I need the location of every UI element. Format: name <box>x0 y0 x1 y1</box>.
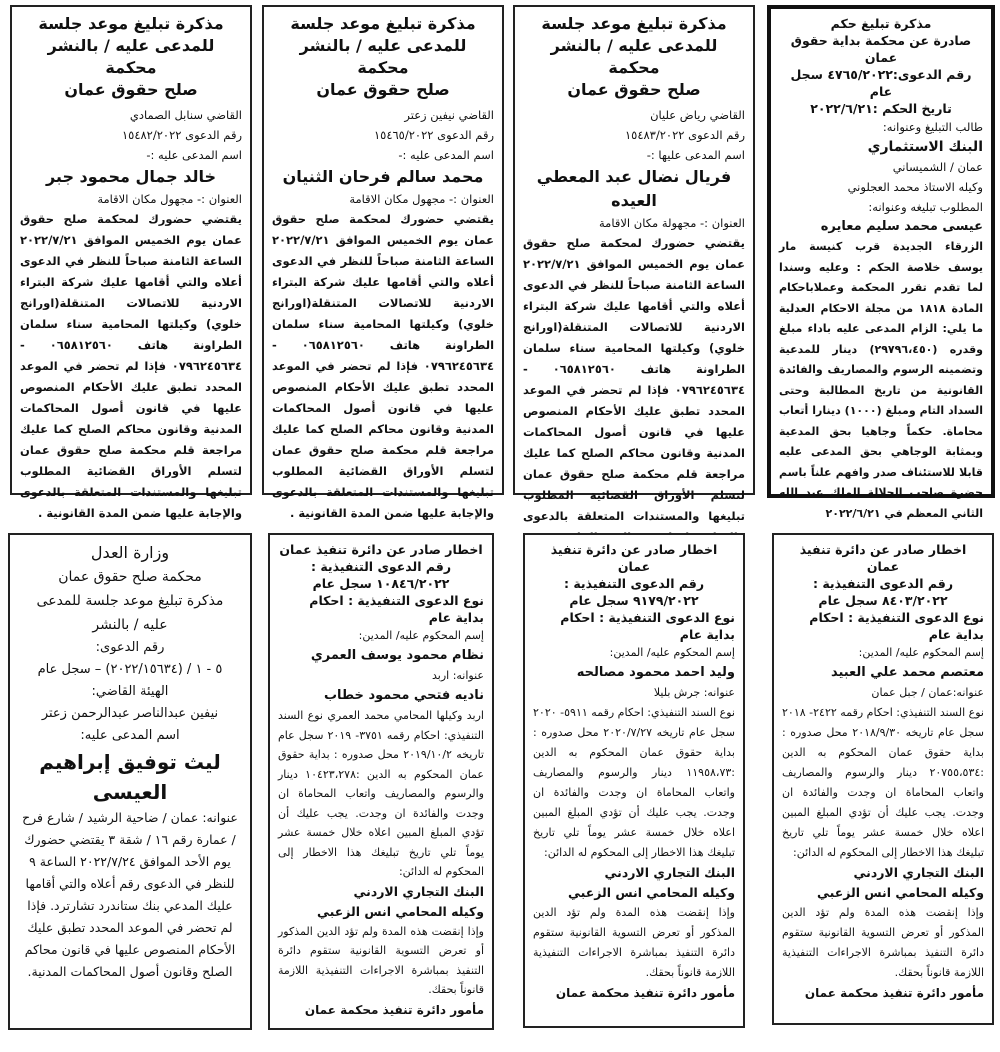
exec-1-address: عنوانه:عمان / جبل عمان <box>871 686 984 699</box>
execution-notice-3 <box>268 533 494 1030</box>
exec-3-title-4: نوع الدعوى التنفيذية : احكام بداية عام <box>309 593 484 625</box>
hearing-3-title-2: للمدعى عليه / بالنشر محكمة <box>550 36 718 77</box>
hearing-3-body: يقتضي حضورك لمحكمة صلح حقوق عمان يوم الخميس الموافق ٢٠٢٢/٧/٢١ الساعة الثامنة صباحاً للنظر في الدعوى أعلاه والتي أقامها عليك شركة البتراء الاردنية للاتصالات المتنقلة(اورانج خلوي) وكيلتها المحامية سناء سلمان الطراونة هاتف ٠٦٥٨١٢٥٦٠ - ٠٧٩٦٢٤٥٦٣٤ فإذا لم تحضر في الموعد المحدد تطبق عليك الأحكام المنصوص عليها في قانون أصول المحاكمات المدنية وقانون محاكم الصلح كما عليك مراجعة قلم محكمة صلح حقوق عمان لتسلم الأوراق القضائية المطلوب تبليغها والمستندات المتعلقة بالدعوى <box>523 236 746 523</box>
execution-notice-1 <box>772 533 994 1025</box>
requester-label: طالب التبليغ وعنوانه: <box>882 120 983 134</box>
hearing-1-title-2: للمدعى عليه / بالنشر محكمة <box>47 36 215 77</box>
hearing-3-defendant-label: اسم المدعى عليها :- <box>646 148 745 162</box>
notified-label: المطلوب تبليغه وعنوانه: <box>868 200 983 214</box>
exec-2-creditor: البنك التجاري الاردني <box>604 865 735 880</box>
requester-name: البنك الاستثماري <box>867 139 983 155</box>
hearing-3-case: رقم الدعوى ١٥٤٨٣/٢٠٢٢ <box>624 128 745 142</box>
exec-1-title-1: اخطار صادر عن دائرة تنفيذ عمان <box>799 542 967 574</box>
exec-2-debtor: وليد احمد محمود مصالحه <box>576 665 735 680</box>
exec-2-lawyer: وكيله المحامي انس الزعبي <box>567 885 735 900</box>
hearing-1-title-3: صلح حقوق عمان <box>64 80 198 99</box>
hearing-1-defendant-label: اسم المدعى عليه :- <box>146 148 242 162</box>
judgment-notice <box>767 5 995 520</box>
hearing-2-body: يقتضي حضورك لمحكمة صلح حقوق عمان يوم الخميس الموافق ٢٠٢٢/٧/٢١ الساعة الثامنة صباحاً للنظر في الدعوى أعلاه والتي أقامها عليك شركة البتراء الاردنية للاتصالات المتنقلة(اورانج خلوي) وكيلتها المحامية سناء سلمان الطراونة هاتف ٠٦٥٨١٢٥٦٠ - ٠٧٩٦٢٤٥٦٣٤ فإذا لم تحضر في الموعد المحدد تطبق عليك الأحكام المنصوص عليها في قانون أصول المحاكمات المدنية وقانون محاكم الصلح كما عليك مراجعة قلم محكمة صلح حقوق عمان لتسلم الأوراق القضائية المطلوب تبليغها والمستندات المتعلقة بالدعوى والإجابة عليها ضمن المدة القانونية . <box>272 212 495 520</box>
ministry-line-1: وزارة العدل <box>90 543 170 562</box>
exec-1-debtor-label: إسم المحكوم عليه/ المدين: <box>858 646 984 659</box>
exec-1-title-3: ٨٤٠٣/٢٠٢٢ سجل عام <box>818 593 948 608</box>
exec-2-body: نوع السند التنفيذي: احكام رقمه ٥٩١١- ٢٠٢٠ سجل عام تاريخه ٢٠٢٠/٧/٢٧ محل صدوره : بداية حقوق عمان المحكوم به الدين :١١٩٥٨،٧٣ دينار والرسوم والمصاريف واتعاب المحاماة ان وجدت والفائدة ان وجدت. يجب عليك أن تؤدي المبلغ المبين اعلاه خلال خمسة عشر يوماً تلي تاريخ تبليغك هذا الاخطار إلى المحكوم له الدائن: <box>533 706 735 859</box>
hearing-2-judge: القاضي نيفين زعتر <box>404 108 494 122</box>
exec-3-debtor-label: إسم المحكوم عليه/ المدين: <box>358 629 484 642</box>
exec-3-title-2: رقم الدعوى التنفيذية : <box>310 559 452 574</box>
hearing-1-address: العنوان :- مجهول مكان الاقامة <box>97 192 242 206</box>
ministry-line-4: عليه / بالنشر <box>92 617 168 633</box>
exec-2-title-1: اخطار صادر عن دائرة تنفيذ عمان <box>550 542 718 574</box>
judgment-body: الزرقاء الجديدة قرب كنيسة مار يوسف خلاصة الحكم : وعليه وسندا لما تقدم تقرر المحكمة وعملاباحكام المادة ١٨١٨ من مجلة الاحكام العدلية ما يلي: الزام المدعى عليه باداء مبلغ وقدره (٢٩٧٩٦،٤٥٠) دينار للمدعية وتضمينه الرسوم والمصاريف والفائدة القانونية من تاريخ المطالبة وحتى السداد التام ومبلغ (١٠٠٠) دينارا أتعاب محاماة. حكماً وجاهيا بحق المدعية وبمثابة الوجاهي بحق المدعى عليه قابلا للاستئناف صدر وافهم علناً باسم حضرة صاحب الجلالة الملك عبد الله الثاني المعظم في ٢٠٢٢/٦/٢١ <box>779 240 983 520</box>
exec-3-title-3: ١٠٨٤٦/٢٠٢٢ سجل عام <box>312 576 450 591</box>
exec-1-debtor: معتصم محمد علي العبيد <box>830 665 984 680</box>
exec-3-creditor: البنك التجاري الاردني <box>353 883 484 899</box>
exec-1-title-4: نوع الدعوى التنفيذية : احكام بداية عام <box>809 610 984 642</box>
judgment-title-1: مذكرة تبليغ حكم <box>830 16 932 31</box>
exec-2-title-3: ٩١٧٩/٢٠٢٢ سجل عام <box>569 593 699 608</box>
hearing-1-case: رقم الدعوى ١٥٤٨٢/٢٠٢٢ <box>121 128 242 142</box>
hearing-3-title-1: مذكرة تبليغ موعد جلسة <box>541 14 727 33</box>
hearing-notice-2 <box>262 5 504 520</box>
hearing-1-defendant: خالد جمال محمود جبر <box>45 167 217 186</box>
hearing-2-title-3: صلح حقوق عمان <box>316 80 450 99</box>
ministry-line-9: اسم المدعى عليه: <box>80 728 180 743</box>
judgment-title-4: تاريخ الحكم :٢٠٢٢/٦/٢١ <box>810 101 952 116</box>
exec-3-address: عنوانه: اربد <box>432 669 484 682</box>
ministry-notice <box>8 533 252 1030</box>
exec-1-creditor: البنك التجاري الاردني <box>853 865 984 880</box>
exec-2-debtor-label: إسم المحكوم عليه/ المدين: <box>609 646 735 659</box>
exec-3-closing: وإذا إنقضت هذه المدة ولم تؤد الدين المذكور أو تعرض التسوية القانونية ستقوم دائرة التنفيذ بمباشرة الاجراءات التنفيذية اللازمة قانوناً بحقك. <box>278 924 484 996</box>
ministry-line-8: نيفين عبدالناصر عبدالرحمن زعتر <box>41 706 219 721</box>
exec-2-title-2: رقم الدعوى التنفيذية : <box>563 576 705 591</box>
exec-2-address: عنوانه: جرش بليلا <box>653 686 735 699</box>
ministry-line-7: الهيئة القاضي: <box>91 684 169 699</box>
exec-2-closing: وإذا إنقضت هذه المدة ولم تؤد الدين المذكور أو تعرض التسوية القانونية ستقوم دائرة التنفيذ بمباشرة الاجراءات التنفيذية اللازمة قانوناً بحقك. <box>533 906 735 979</box>
hearing-3-defendant: فريال نضال عبد المعطي العيده <box>536 167 732 210</box>
hearing-notice-1 <box>10 5 252 520</box>
exec-1-closing: وإذا إنقضت هذه المدة ولم تؤد الدين المذكور أو تعرض التسوية القانونية ستقوم دائرة التنفيذ بمباشرة الاجراءات التنفيذية اللازمة قانوناً بحقك. <box>782 906 984 979</box>
exec-3-debtor: نظام محمود يوسف العمري <box>310 648 484 663</box>
hearing-2-title-2: للمدعى عليه / بالنشر محكمة <box>299 36 467 77</box>
ministry-body: عنوانه: عمان / ضاحية الرشيد / شارع فرح / عمارة رقم ١٦ / شقة ٣ يقتضي حضورك يوم الأحد الموافق ٢٠٢٢/٧/٢٤ الساعة ٩ للنظر في الدعوى رقم أعلاه والتي أقامها عليك المدعي بنك ستاندرد تشارترد. فإذا لم تحضر في الموعد المحدد تطبق عليك الأحكام المنصوص عليها في قانون محاكم الصلح وقانون أصول المحاكمات المدنية. <box>22 810 238 979</box>
judgment-title-2: صادرة عن محكمة بداية حقوق عمان <box>790 33 972 65</box>
ministry-line-5: رقم الدعوى: <box>95 640 165 655</box>
exec-3-lawyer: وكيله المحامي انس الزعبي <box>316 903 484 919</box>
hearing-2-defendant-label: اسم المدعى عليه :- <box>398 148 494 162</box>
judgment-title-3: رقم الدعوى:٤٧٦٥/٢٠٢٢ سجل عام <box>790 67 972 99</box>
hearing-2-address: العنوان :- مجهول مكان الاقامة <box>349 192 494 206</box>
exec-1-title-2: رقم الدعوى التنفيذية : <box>812 576 954 591</box>
hearing-1-body: يقتضي حضورك لمحكمة صلح حقوق عمان يوم الخميس الموافق ٢٠٢٢/٧/٢١ الساعة الثامنة صباحاً للنظر في الدعوى أعلاه والتي أقامها عليك شركة البتراء الاردنية للاتصالات المتنقلة(اورانج خلوي) وكيلتها المحامية سناء سلمان الطراونة هاتف ٠٦٥٨١٢٥٦٠ - ٠٧٩٦٢٤٥٦٣٤ فإذا لم تحضر في الموعد المحدد تطبق عليك الأحكام المنصوص عليها في قانون أصول المحاكمات المدنية وقانون محاكم الصلح كما عليك مراجعة قلم محكمة صلح حقوق عمان لتسلم الأوراق القضائية المطلوب تبليغها والمستندات المتعلقة بالدعوى والإجابة عليها ضمن المدة القانونية . <box>20 212 243 520</box>
hearing-3-title-3: صلح حقوق عمان <box>567 80 701 99</box>
notified-name: عيسى محمد سليم معايره <box>820 219 983 234</box>
ministry-line-2: محكمة صلح حقوق عمان <box>58 569 202 585</box>
exec-3-debtor-2: ناديه فتحي محمود خطاب <box>323 688 484 703</box>
hearing-1-title-1: مذكرة تبليغ موعد جلسة <box>38 14 224 33</box>
ministry-line-3: مذكرة تبليغ موعد جلسة للمدعى <box>36 593 224 609</box>
requester-address: عمان / الشميساني <box>892 160 983 174</box>
hearing-2-case: رقم الدعوى ١٥٤٦٥/٢٠٢٢ <box>373 128 494 142</box>
hearing-3-judge: القاضي رياض عليان <box>650 108 745 122</box>
exec-3-body: اربد وكيلها المحامي محمد العمري نوع السند التنفيذي: احكام رقمه ٣٧٥١- ٢٠١٩ سجل عام تاريخه ٢٠١٩/١٠/٢ محل صدوره : بداية حقوق عمان المحكوم به الدين :١٠٤٢٣،٢٧٨ دينار والرسوم والمصاريف واتعاب المحاماة ان وجدت والفائدة ان وجدت. يجب عليك أن تؤدي المبلغ المبين اعلاه خلال خمسة عشر يوماً تلي تاريخ تبليغك هذا الاخطار إلى المحكوم له الدائن: <box>278 709 484 878</box>
ministry-defendant: ليث توفيق إبراهيم العيسى <box>39 750 221 804</box>
requester-lawyer: وكيله الاستاذ محمد العجلوني <box>847 180 983 194</box>
execution-notice-2 <box>523 533 745 1028</box>
exec-2-title-4: نوع الدعوى التنفيذية : احكام بداية عام <box>560 610 735 642</box>
hearing-3-address: العنوان :- مجهولة مكان الاقامة <box>599 216 745 230</box>
hearing-2-defendant: محمد سالم فرحان الثنيان <box>282 167 484 186</box>
hearing-notice-3 <box>513 5 755 523</box>
exec-1-signature: مأمور دائرة تنفيذ محكمة عمان <box>804 986 984 1000</box>
exec-3-signature: مأمور دائرة تنفيذ محكمة عمان <box>304 1002 484 1017</box>
ministry-line-6: ٥ - ١ / (٢٠٢٢/١٥٦٣٤) – سجل عام <box>37 662 223 677</box>
exec-1-lawyer: وكيله المحامي انس الزعبي <box>816 885 984 900</box>
hearing-2-title-1: مذكرة تبليغ موعد جلسة <box>290 14 476 33</box>
exec-2-signature: مأمور دائرة تنفيذ محكمة عمان <box>555 986 735 1000</box>
exec-3-title-1: اخطار صادر عن دائرة تنفيذ عمان <box>279 542 483 557</box>
hearing-1-judge: القاضي سنابل الصمادي <box>129 108 242 122</box>
exec-1-body: نوع السند التنفيذي: احكام رقمه ٢٤٢٢- ٢٠١٨ سجل عام تاريخه ٢٠١٨/٩/٣٠ محل صدوره : بداية حقوق عمان المحكوم به الدين :٢٠٧٥٥،٥٣٤ دينار والرسوم والمصاريف واتعاب المحاماة ان وجدت والفائدة ان وجدت. يجب عليك أن تؤدي المبلغ المبين اعلاه خلال خمسة عشر يوماً تلي تاريخ تبليغك هذا الاخطار إلى المحكوم له الدائن: <box>782 706 984 859</box>
